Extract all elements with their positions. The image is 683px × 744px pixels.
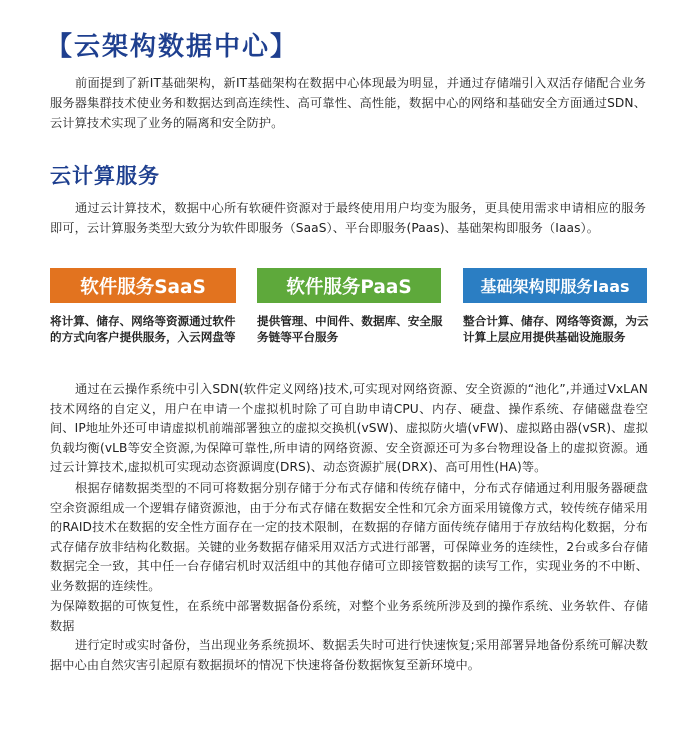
iaas-description: 整合计算、储存、网络等资源，为云计算上层应用提供基础设施服务 <box>463 314 649 344</box>
cloud-intro-paragraph: 通过云计算技术，数据中心所有软硬件资源对于最终使用用户均变为服务，更具使用需求申请相应的服务即可，云计算服务类型大致分为软件即服务（SaaS）、平台即服务(Paas)、基础架构即服务（Iaas）。 <box>50 201 646 235</box>
section-title: 云计算服务 <box>50 164 160 188</box>
backup-paragraph: 为保障数据的可恢复性，在系统中部署数据备份系统，对整个业务系统所涉及到的操作系统、业务软件、存储数据 <box>50 599 648 633</box>
page-title: 【云架构数据中心】 <box>46 32 299 62</box>
iaas-badge: 基础架构即服务Iaas <box>463 268 647 303</box>
paas-badge: 软件服务PaaS <box>257 268 441 303</box>
backup-detail-paragraph: 进行定时或实时备份，当出现业务系统损坏、数据丢失时可进行快速恢复;采用部署异地备份系统可解决数据中心由自然灾害引起原有数据损坏的情况下快速将备份数据恢复至新环境中。 <box>50 638 648 672</box>
sdn-paragraph: 通过在云操作系统中引入SDN(软件定义网络)技术,可实现对网络资源、安全资源的“池化”,并通过VxLAN技术网络的自定义，用户在申请一个虚拟机时除了可自助申请CPU、内存、硬盘、操作系统、存储磁盘卷空间、IP地址外还可申请虚拟机前端部署独立的虚拟交换机(vSW)、虚拟防火墙(vFW)、虚拟路由器(vSR)、虚拟负载均衡(vLB等安全资源,为保障可靠性,所申请的网络资源、安全资源还可为多台物理设备上的虚拟资源。通过云计算技术,虚拟机可实现动态资源调度(DRS)、动态资源扩展(DRX)、高可用性(HA)等。 <box>50 382 648 475</box>
storage-paragraph: 根据存储数据类型的不同可将数据分别存储于分布式存储和传统存储中，分布式存储通过利用服务器硬盘空余资源组成一个逻辑存储资源池，由于分布式存储在数据安全性和冗余方面采用镜像方式，较传统存储采用的RAID技术在数据的安全性方面存在一定的技术限制，在数据的存储方面传统存储用于存放结构化数据，分布式存储存放非结构化数据。关键的业务数据存储采用双活方式进行部署，可保障业务的连续性，2台或多台存储数据完全一致，其中任一台存储宕机时双活组中的其他存储可立即接管数据的读写工作，实现业务的不中断、业务数据的连续性。 <box>50 481 648 593</box>
intro-paragraph: 前面提到了新IT基础架构，新IT基础架构在数据中心体现最为明显，并通过存储端引入双活存储配合业务服务器集群技术使业务和数据达到高连续性、高可靠性、高性能，数据中心的网络和基础安全方面通过SDN、云计算技术实现了业务的隔离和安全防护。 <box>50 76 646 130</box>
paas-description: 提供管理、中间件、数据库、安全服务链等平台服务 <box>257 314 443 344</box>
saas-badge: 软件服务SaaS <box>50 268 236 303</box>
saas-description: 将计算、储存、网络等资源通过软件的方式向客户提供服务，入云网盘等 <box>50 314 236 344</box>
